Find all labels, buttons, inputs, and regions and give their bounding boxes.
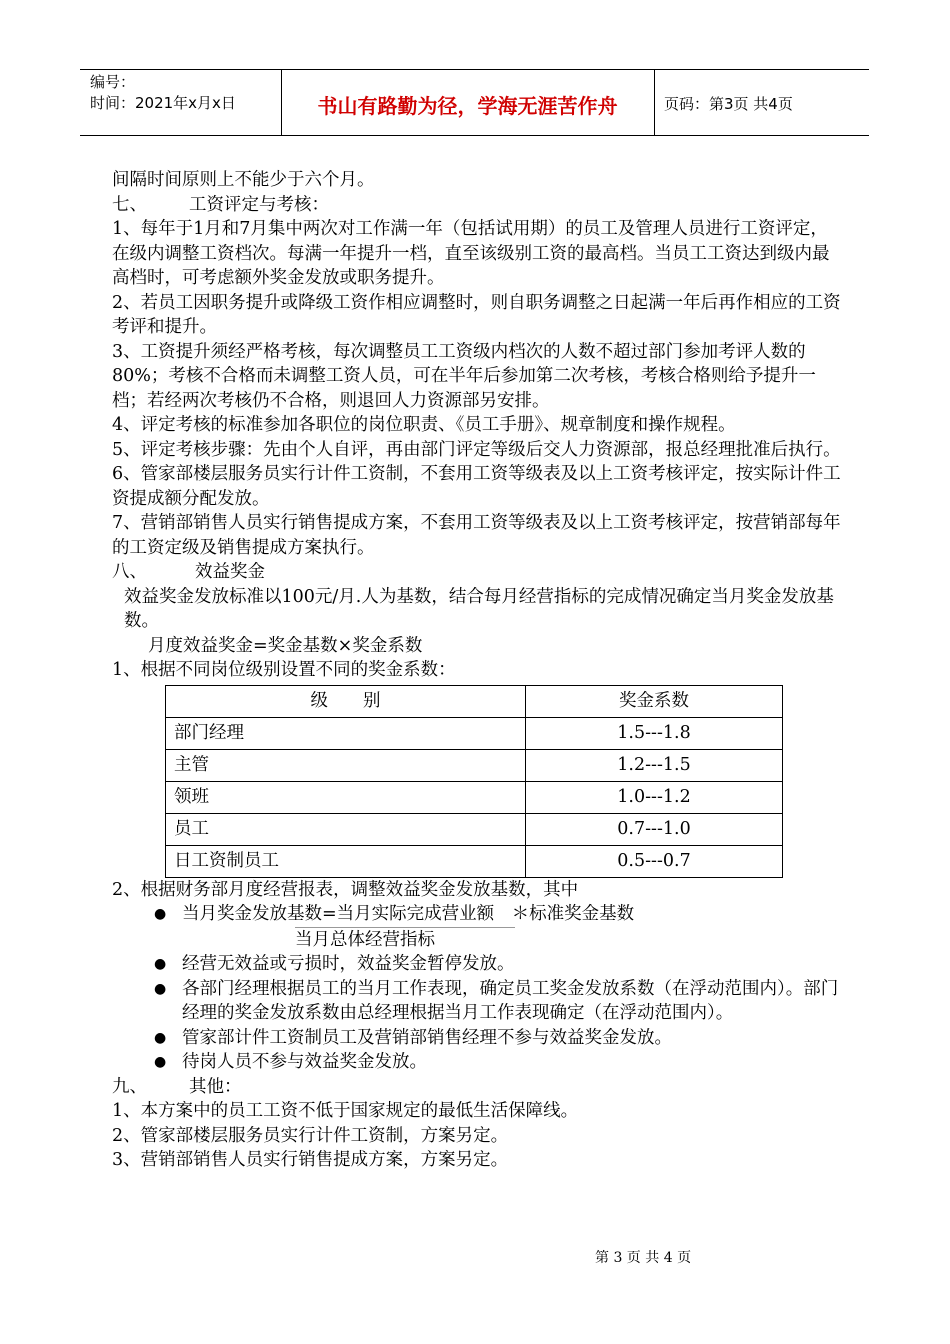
bullet-item: ● 经营无效益或亏损时，效益奖金暂停发放。 bbox=[112, 952, 842, 977]
paragraph: 2、根据财务部月度经营报表，调整效益奖金发放基数，其中 bbox=[112, 879, 579, 900]
header-page-label: 页码：第3页 共4页 bbox=[664, 95, 793, 113]
table-cell: 部门经理 bbox=[166, 717, 526, 749]
page-header bbox=[80, 69, 869, 136]
header-meta bbox=[90, 72, 236, 114]
paragraph: 4、评定考核的标准参加各职位的岗位职责、《员工手册》、规章制度和操作规程。 bbox=[112, 415, 736, 435]
number-label: 编号： bbox=[90, 73, 136, 91]
paragraph: 3、营销部销售人员实行销售提成方案，方案另定。 bbox=[112, 1150, 509, 1170]
formula-denominator: 当月总体经营指标 bbox=[112, 927, 842, 953]
bullet-icon: ● bbox=[154, 1029, 167, 1046]
table-cell: 主管 bbox=[166, 749, 526, 781]
table-cell: 领班 bbox=[166, 781, 526, 813]
table-row bbox=[166, 813, 783, 845]
table-row bbox=[166, 845, 783, 877]
bullet-icon: ● bbox=[154, 906, 167, 922]
section-heading: 七、 工资评定与考核： bbox=[112, 194, 329, 215]
paragraph: 1、每年于1月和7月集中两次对工作满一年（包括试用期）的员工及管理人员进行工资评定，在级内调整工资档次。每满一年提升一档，直至该级别工资的最高档。当员工工资达到级内最高档时，可考虑额外奖金发放或职务提升。 bbox=[112, 219, 830, 288]
table-header-row bbox=[166, 685, 783, 717]
bullet-icon: ● bbox=[154, 1054, 167, 1070]
paragraph: 2、管家部楼层服务员实行计件工资制，方案另定。 bbox=[112, 1125, 509, 1146]
header-divider bbox=[654, 70, 655, 135]
bullet-item: ● 管家部计件工资制员工及营销部销售经理不参与效益奖金发放。 bbox=[112, 1026, 842, 1051]
table-cell: 0.7---1.0 bbox=[526, 813, 783, 845]
table-cell: 0.5---0.7 bbox=[526, 845, 783, 877]
table-row bbox=[166, 717, 783, 749]
table-header-cell: 级 别 bbox=[166, 685, 526, 717]
paragraph: 7、营销部销售人员实行销售提成方案，不套用工资等级表及以上工资考核评定，按营销部每年的工资定级及销售提成方案执行。 bbox=[112, 513, 841, 558]
bullet-item: ● 各部门经理根据员工的当月工作表现，确定员工奖金发放系数（在浮动范围内）。部门经理的奖金发放系数由总经理根据当月工作表现确定（在浮动范围内）。 bbox=[154, 978, 839, 1023]
document-body bbox=[112, 168, 842, 1173]
section-heading: 九、 其他： bbox=[112, 1076, 242, 1097]
table-header-cell: 奖金系数 bbox=[526, 685, 783, 717]
table-cell: 日工资制员工 bbox=[166, 845, 526, 877]
section-heading: 八、 效益奖金 bbox=[112, 562, 265, 582]
bullet-item: ● 当月奖金发放基数=当月实际完成营业额 ＊标准奖金基数 bbox=[112, 902, 842, 927]
paragraph: 效益奖金发放标准以100元/月.人为基数，结合每月经营指标的完成情况确定当月奖金发放基数。 bbox=[124, 586, 834, 631]
table-row bbox=[166, 781, 783, 813]
paragraph: 6、管家部楼层服务员实行计件工资制，不套用工资等级表及以上工资考核评定，按实际计件工资提成额分配发放。 bbox=[112, 464, 841, 509]
table-cell: 1.0---1.2 bbox=[526, 781, 783, 813]
time-label: 时间：2021年x月x日 bbox=[90, 94, 236, 112]
page-footer: 第 3 页 共 4 页 bbox=[595, 1250, 692, 1266]
bonus-coefficient-table bbox=[165, 685, 783, 878]
table-cell: 员工 bbox=[166, 813, 526, 845]
bullet-icon: ● bbox=[154, 980, 167, 997]
bullet-icon: ● bbox=[154, 956, 167, 972]
paragraph: 2、若员工因职务提升或降级工资作相应调整时，则自职务调整之日起满一年后再作相应的工资考评和提升。 bbox=[112, 292, 841, 337]
table-cell: 1.5---1.8 bbox=[526, 717, 783, 749]
paragraph: 3、工资提升须经严格考核，每次调整员工工资级内档次的人数不超过部门参加考评人数的80%；考核不合格而未调整工资人员，可在半年后参加第二次考核，考核合格则给予提升一档；若经两次考核仍不合格，则退回人力资源部另安排。 bbox=[112, 341, 816, 411]
formula: 月度效益奖金=奖金基数×奖金系数 bbox=[148, 635, 423, 656]
table-cell: 1.2---1.5 bbox=[526, 749, 783, 781]
paragraph: 间隔时间原则上不能少于六个月。 bbox=[112, 170, 375, 190]
paragraph: 1、根据不同岗位级别设置不同的奖金系数： bbox=[112, 660, 456, 680]
header-motto: 书山有路勤为径，学海无涯苦作舟 bbox=[317, 94, 618, 118]
table-row bbox=[166, 749, 783, 781]
paragraph: 1、本方案中的员工工资不低于国家规定的最低生活保障线。 bbox=[112, 1101, 579, 1121]
paragraph: 5、评定考核步骤：先由个人自评，再由部门评定等级后交人力资源部，报总经理批准后执行。 bbox=[112, 439, 841, 460]
bullet-item: ● 待岗人员不参与效益奖金发放。 bbox=[112, 1050, 842, 1075]
